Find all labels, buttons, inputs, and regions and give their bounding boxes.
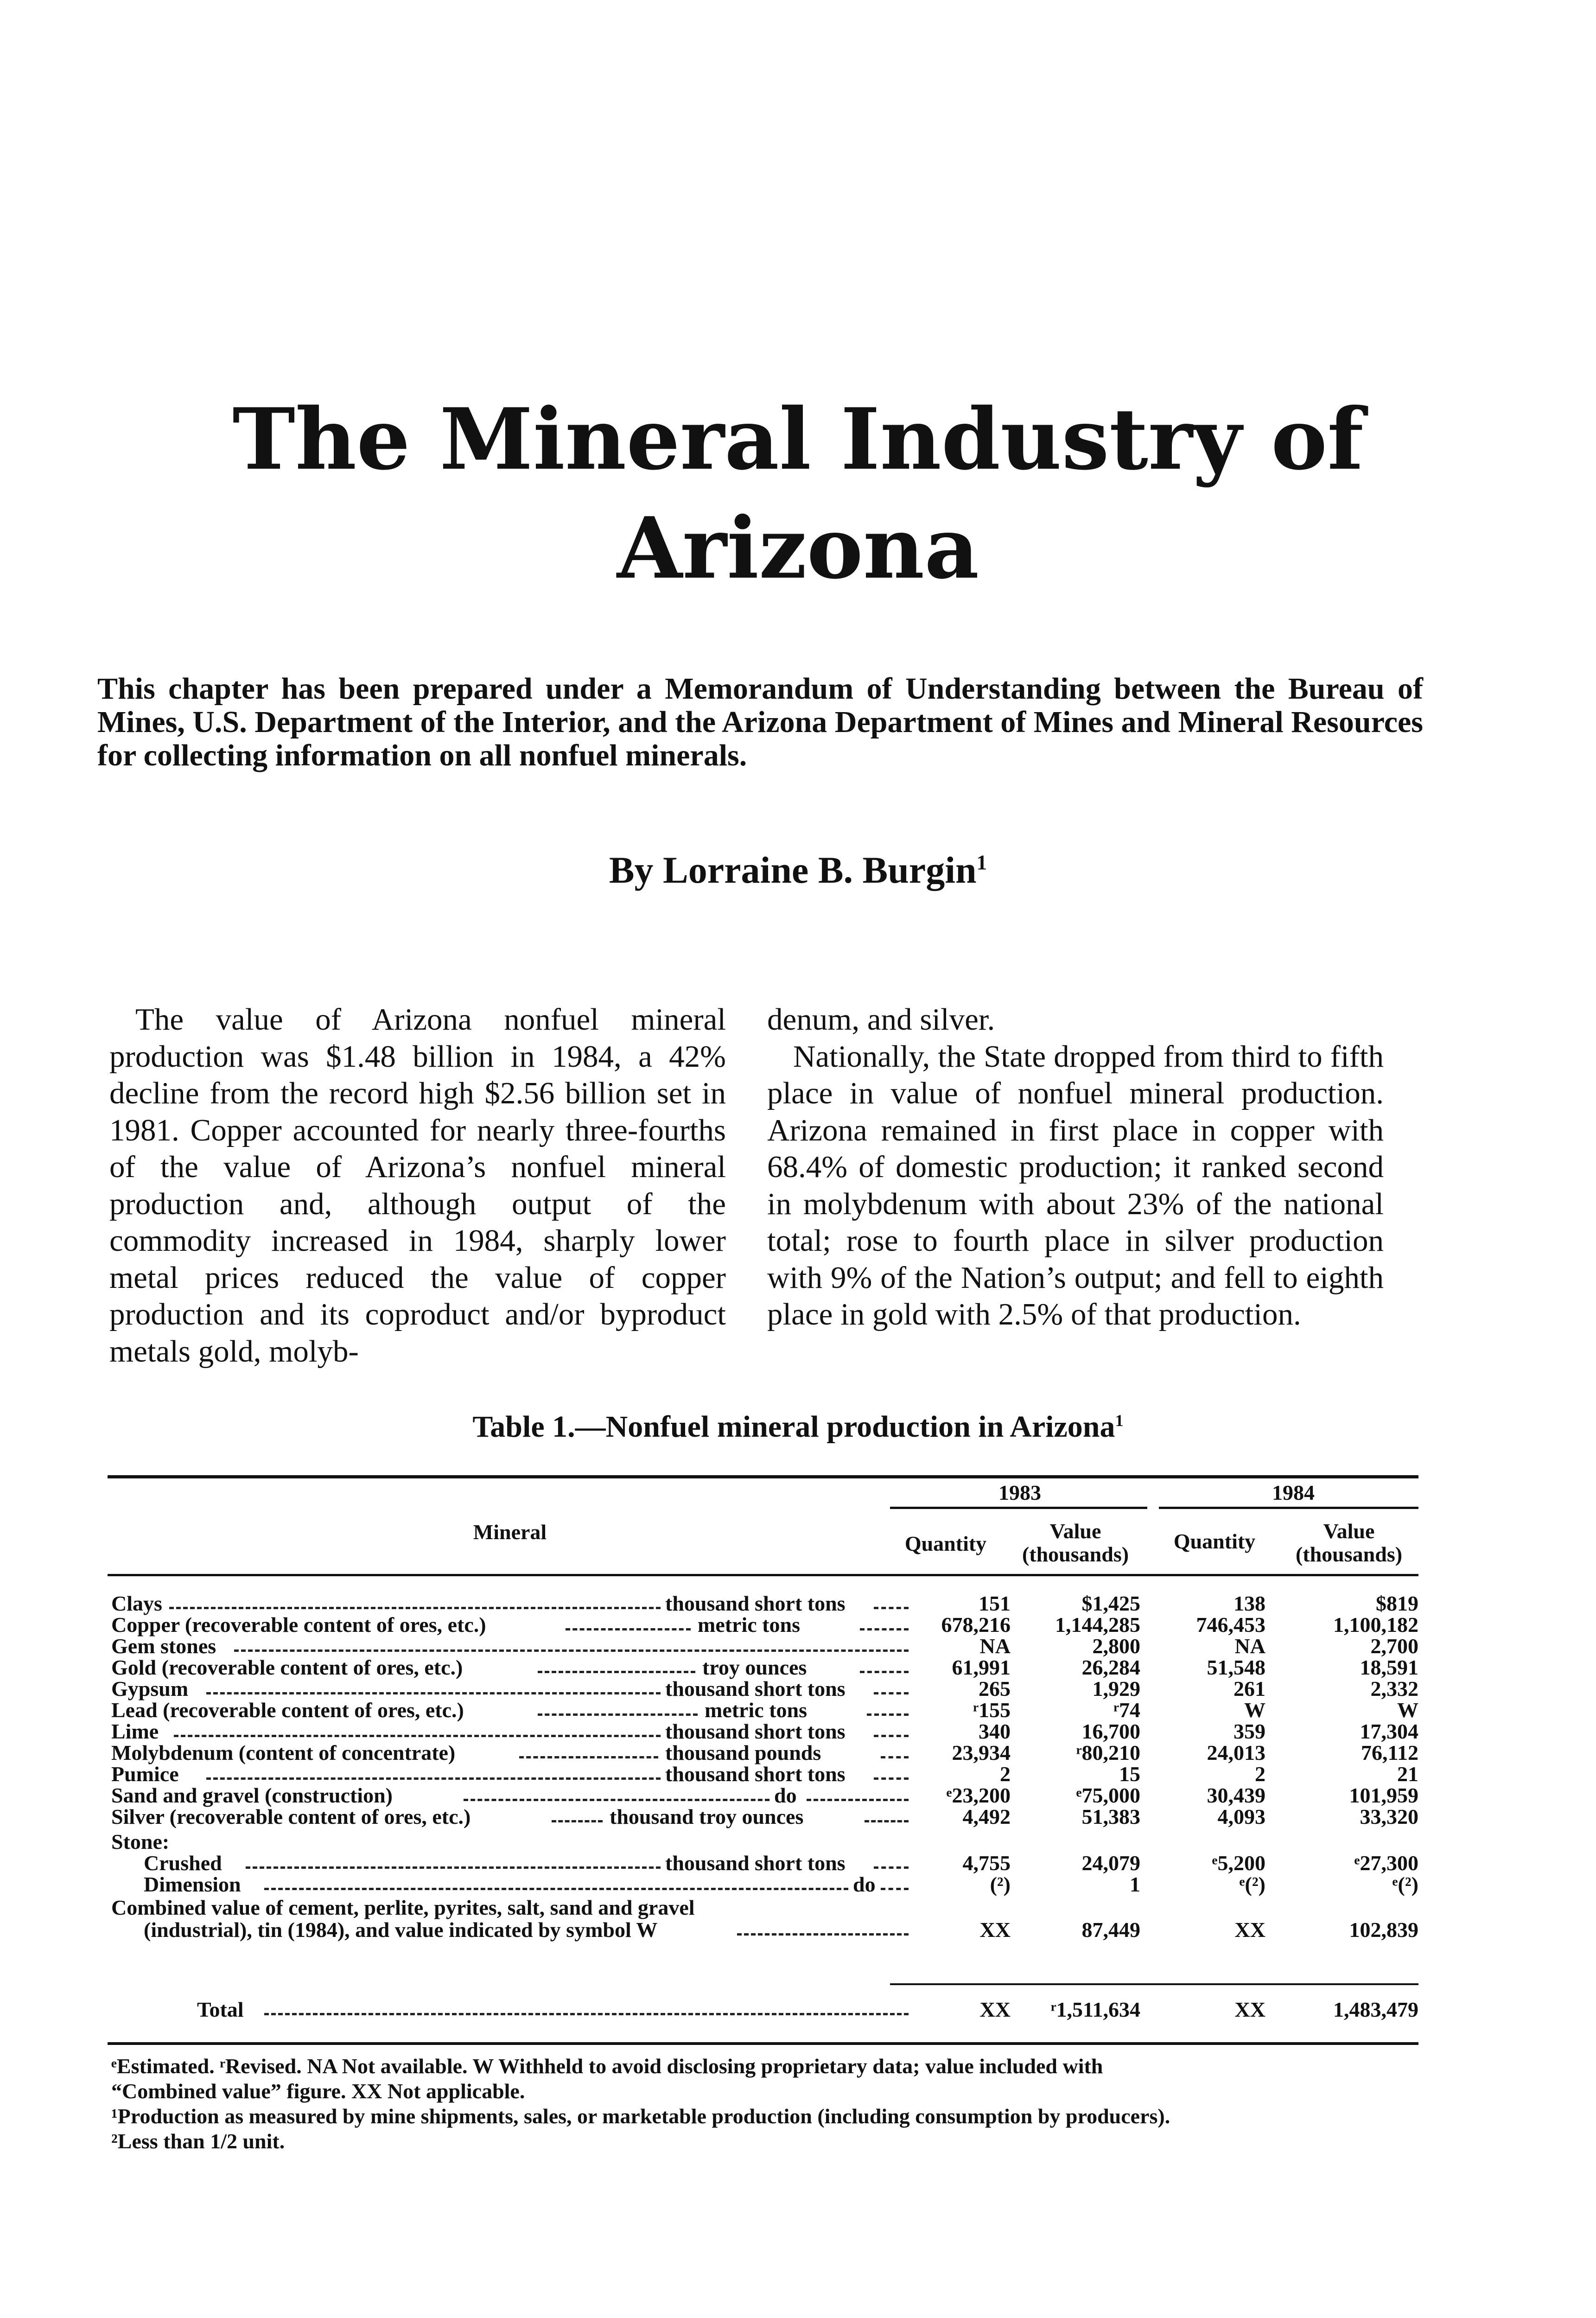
- cell-value-1984: 2,332: [1370, 1677, 1418, 1700]
- row-unit: thousand troy ounces: [610, 1805, 804, 1828]
- cell-quantity-1983: 23,934: [952, 1741, 1011, 1764]
- header-bottom-rule: [108, 1574, 1418, 1576]
- row-unit: thousand short tons: [665, 1677, 846, 1700]
- cell-value-1983: 51,383: [1081, 1805, 1140, 1828]
- cell-quantity-1984: 24,013: [1207, 1741, 1265, 1764]
- table-row-sand-gravel: [111, 1785, 1418, 1806]
- row-unit: thousand short tons: [665, 1851, 846, 1875]
- table-row-stone-dimension: [111, 1874, 1418, 1895]
- row-label: (industrial), tin (1984), and value indicated by symbol W: [144, 1918, 658, 1942]
- cell-value-1983: 1,929: [1092, 1677, 1140, 1700]
- cell-quantity-1984: XX: [1234, 1918, 1265, 1942]
- cell-quantity-1983: XX: [979, 1918, 1011, 1942]
- cell-value-1983: 15: [1119, 1762, 1140, 1786]
- header-value-unit: (thousands): [1295, 1542, 1403, 1566]
- row-label: Crushed: [144, 1851, 222, 1875]
- header-value-unit: (thousands): [1022, 1542, 1129, 1566]
- cell-quantity-1984: ᵉ(²): [1239, 1872, 1265, 1896]
- table-row-silver: [111, 1806, 1418, 1828]
- body-paragraph: The value of Arizona nonfuel mineral production was $1.48 billion in 1984, a 42% decline from the record high $2.56 billion set in 1981. Copper accounted for nearly three-fourths of the value of Arizona’s nonfuel mineral production and, although output of the commodity increased in 1984, sharply lower metal prices reduced the value of copper production and its coproduct and/or byproduct metals gold, molyb-: [109, 1002, 726, 1369]
- author-byline: [0, 848, 1596, 892]
- header-year-1984: 1984: [1272, 1481, 1315, 1504]
- table-row-pumice: [111, 1764, 1418, 1785]
- footnote-line: ¹Production as measured by mine shipments, sales, or marketable production (including consumption by producers).: [111, 2104, 1170, 2128]
- header-year-rule-1983: [890, 1507, 1147, 1509]
- row-label: Molybdenum (content of concentrate): [111, 1741, 456, 1764]
- cell-quantity-1984: NA: [1234, 1634, 1265, 1658]
- cell-value-1984: $819: [1376, 1592, 1418, 1615]
- table-row-total: [111, 1999, 1418, 2020]
- table-top-rule: [108, 1475, 1418, 1478]
- row-unit: metric tons: [698, 1613, 800, 1637]
- cell-quantity-1984: 261: [1234, 1677, 1265, 1700]
- cell-quantity-1983: 4,492: [962, 1805, 1011, 1828]
- header-value-label: Value: [1049, 1519, 1101, 1543]
- cell-quantity-1983: (²): [990, 1872, 1011, 1896]
- row-unit: thousand short tons: [665, 1592, 846, 1615]
- table-row-combined-line1: [111, 1897, 1418, 1918]
- total-rule: [890, 1983, 1418, 1985]
- cell-value-1983: ʳ80,210: [1076, 1741, 1140, 1764]
- cell-quantity-1984: ᵉ5,200: [1212, 1851, 1265, 1875]
- cell-quantity-1983: 61,991: [952, 1656, 1011, 1679]
- footnote-line: ²Less than 1/2 unit.: [111, 2129, 285, 2153]
- table-row-combined-value: [111, 1919, 1418, 1941]
- page-title-line1: The Mineral Industry of: [232, 389, 1364, 489]
- cell-quantity-1984: 746,453: [1196, 1613, 1265, 1637]
- row-label: Dimension: [144, 1872, 241, 1896]
- cell-value-1983: ʳ74: [1113, 1698, 1140, 1722]
- cell-quantity-1984: XX: [1234, 1998, 1265, 2021]
- cell-quantity-1984: 138: [1234, 1592, 1265, 1615]
- cell-value-1984: 17,304: [1360, 1719, 1418, 1743]
- table-caption-marker: 1: [1115, 1411, 1124, 1430]
- table-row-gold: [111, 1657, 1418, 1678]
- cell-quantity-1983: 678,216: [941, 1613, 1011, 1637]
- cell-quantity-1983: 265: [979, 1677, 1011, 1700]
- cell-quantity-1984: 2: [1255, 1762, 1265, 1786]
- author-name: By Lorraine B. Burgin: [609, 849, 977, 891]
- row-unit: do: [774, 1783, 797, 1807]
- row-label: Copper (recoverable content of ores, etc.): [111, 1613, 486, 1637]
- row-label: Gypsum: [111, 1677, 189, 1700]
- cell-value-1984: 102,839: [1349, 1918, 1418, 1942]
- cell-quantity-1984: W: [1244, 1698, 1265, 1722]
- cell-value-1983: ʳ1,511,634: [1050, 1998, 1140, 2021]
- row-unit: troy ounces: [702, 1656, 807, 1679]
- cell-quantity-1983: XX: [979, 1998, 1011, 2021]
- cell-value-1984: ᵉ(²): [1392, 1872, 1418, 1896]
- cell-value-1984: W: [1397, 1698, 1418, 1722]
- cell-quantity-1983: 4,755: [962, 1851, 1011, 1875]
- header-quantity-1983: Quantity: [904, 1532, 987, 1555]
- cell-value-1984: 76,112: [1361, 1741, 1418, 1764]
- cell-quantity-1983: 340: [979, 1719, 1011, 1743]
- cell-value-1983: 24,079: [1081, 1851, 1140, 1875]
- cell-quantity-1984: 51,548: [1207, 1656, 1265, 1679]
- table-caption: [0, 1409, 1596, 1445]
- cell-value-1984: 1,100,182: [1333, 1613, 1418, 1637]
- cell-value-1983: ᵉ75,000: [1076, 1783, 1140, 1807]
- cell-value-1983: 1,144,285: [1055, 1613, 1140, 1637]
- row-unit: thousand short tons: [665, 1762, 846, 1786]
- table-row-stone-crushed: [111, 1853, 1418, 1874]
- table-row-copper: [111, 1614, 1418, 1636]
- table-caption-text: Table 1.—Nonfuel mineral production in Arizona: [472, 1410, 1115, 1444]
- table-row-molybdenum: [111, 1742, 1418, 1764]
- cell-value-1984: 101,959: [1349, 1783, 1418, 1807]
- intro-note: This chapter has been prepared under a Memorandum of Understanding between the Bureau of Mines, U.S. Department of the Interior, and the Arizona Department of Mines and Mineral Resources for collecting information on all nonfuel minerals.: [97, 672, 1423, 772]
- row-label: Silver (recoverable content of ores, etc.): [111, 1805, 471, 1828]
- header-quantity-1984: Quantity: [1173, 1529, 1256, 1553]
- row-label: Lime: [111, 1719, 159, 1743]
- cell-quantity-1984: 359: [1234, 1719, 1265, 1743]
- row-label: Total: [197, 1998, 244, 2021]
- cell-value-1983: 87,449: [1081, 1918, 1140, 1942]
- row-label: Gem stones: [111, 1634, 216, 1658]
- row-label: Pumice: [111, 1762, 179, 1786]
- row-label: Stone:: [111, 1830, 170, 1853]
- table-row-gem-stones: [111, 1636, 1418, 1657]
- body-paragraph: Nationally, the State dropped from third to fifth place in value of nonfuel mineral production. Arizona remained in first place in copper with 68.4% of domestic production; it ranked second in molybdenum with about 23% of the national total; rose to fourth place in silver production with 9% of the Nation’s output; and fell to eighth place in gold with 2.5% of that production.: [767, 1039, 1384, 1331]
- table-row-clays: [111, 1593, 1418, 1614]
- table-row-lead: [111, 1700, 1418, 1721]
- cell-value-1983: $1,425: [1081, 1592, 1140, 1615]
- cell-value-1984: 2,700: [1370, 1634, 1418, 1658]
- row-label: Combined value of cement, perlite, pyrites, salt, sand and gravel: [111, 1896, 695, 1919]
- footnote-line: ᵉEstimated. ʳRevised. NA Not available. W Withheld to avoid disclosing proprietary data; value included with: [111, 2054, 1103, 2078]
- header-year-rule-1984: [1159, 1507, 1418, 1509]
- row-label: Lead (recoverable content of ores, etc.): [111, 1698, 464, 1722]
- cell-value-1984: 18,591: [1360, 1656, 1418, 1679]
- cell-value-1984: ᵉ27,300: [1354, 1851, 1418, 1875]
- table-row-lime: [111, 1721, 1418, 1742]
- header-mineral: Mineral: [473, 1520, 547, 1544]
- row-label: Gold (recoverable content of ores, etc.): [111, 1656, 463, 1679]
- row-label: Clays: [111, 1592, 162, 1615]
- row-unit: thousand pounds: [665, 1741, 821, 1764]
- header-value-label: Value: [1323, 1519, 1375, 1543]
- cell-value-1983: 16,700: [1081, 1719, 1140, 1743]
- cell-value-1984: 1,483,479: [1333, 1998, 1418, 2021]
- body-column-right: [767, 1001, 1384, 1333]
- body-column-left: [109, 1001, 726, 1370]
- cell-quantity-1983: 151: [979, 1592, 1011, 1615]
- cell-quantity-1983: 2: [1000, 1762, 1011, 1786]
- header-value-1983: [1006, 1520, 1145, 1566]
- cell-value-1984: 33,320: [1360, 1805, 1418, 1828]
- cell-value-1983: 2,800: [1092, 1634, 1140, 1658]
- cell-quantity-1983: ᵉ23,200: [946, 1783, 1011, 1807]
- cell-value-1984: 21: [1397, 1762, 1418, 1786]
- header-year-1983: 1983: [998, 1481, 1041, 1504]
- cell-value-1983: 1: [1130, 1872, 1140, 1896]
- cell-quantity-1983: NA: [979, 1634, 1011, 1658]
- author-footnote-marker: 1: [976, 851, 987, 874]
- page-title: [0, 385, 1596, 603]
- body-paragraph-continued: denum, and silver.: [767, 1002, 995, 1037]
- cell-quantity-1984: 4,093: [1217, 1805, 1265, 1828]
- page-title-line2: Arizona: [617, 498, 979, 598]
- table-row-gypsum: [111, 1678, 1418, 1700]
- cell-value-1983: 26,284: [1081, 1656, 1140, 1679]
- cell-quantity-1984: 30,439: [1207, 1783, 1265, 1807]
- row-unit: thousand short tons: [665, 1719, 846, 1743]
- row-unit: metric tons: [705, 1698, 807, 1722]
- header-value-1984: [1279, 1520, 1418, 1566]
- table-footnotes: [111, 2054, 1418, 2154]
- cell-quantity-1983: ʳ155: [973, 1698, 1011, 1722]
- row-label: Sand and gravel (construction): [111, 1783, 393, 1807]
- row-unit: do: [853, 1872, 876, 1896]
- table-row-stone-heading: [111, 1831, 1418, 1853]
- footnote-line: “Combined value” figure. XX Not applicable.: [111, 2079, 525, 2103]
- table-bottom-rule: [108, 2042, 1418, 2045]
